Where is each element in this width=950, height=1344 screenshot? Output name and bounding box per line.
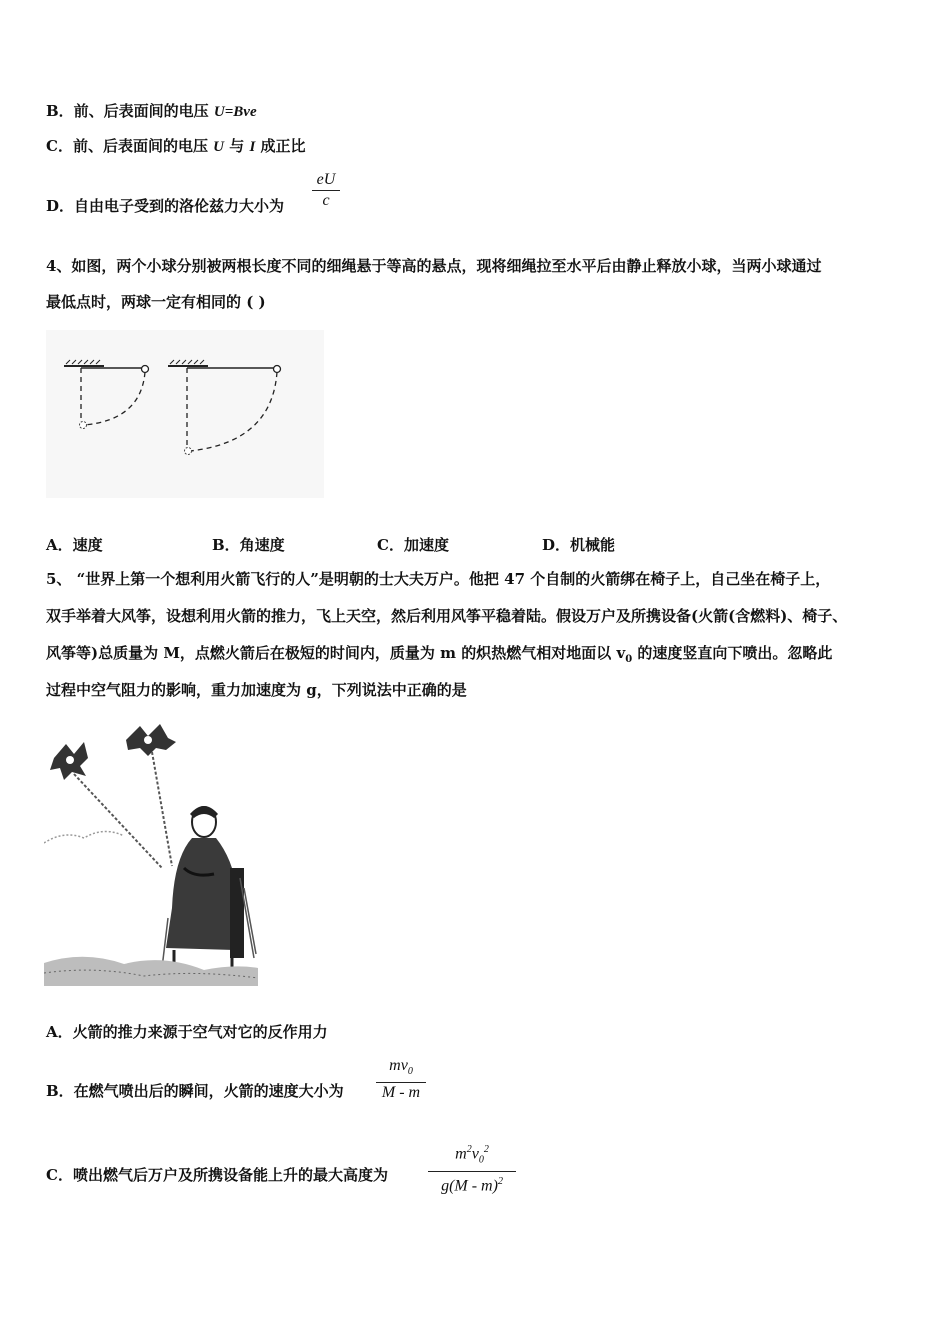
fraction-denominator: c (322, 192, 330, 209)
q5-option-c (46, 1165, 388, 1185)
figure-background (46, 330, 324, 498)
q5-option-b-text: B．在燃气喷出后的瞬间，火箭的速度大小为 (46, 1082, 344, 1100)
q5-stem-line-4: 过程中空气阻力的影响，重力加速度为 g，下列说法中正确的是 (46, 681, 467, 699)
q5-option-c-text: C．喷出燃气后万户及所携设备能上升的最大高度为 (46, 1166, 388, 1184)
numerator-mv: mv (389, 1057, 408, 1074)
q3-option-c-suffix: 成正比 (255, 137, 306, 155)
q3-option-b-formula: U=Bve (213, 104, 257, 120)
q4-option-d: D．机械能 (542, 536, 616, 554)
q3-option-c-var-i: I (249, 139, 256, 155)
right-kite-string (152, 752, 172, 866)
right-ball (274, 366, 281, 373)
q4-stem-line-2: 最低点时，两球一定有相同的 ( ) (46, 293, 266, 311)
numerator-v: v (471, 1145, 479, 1163)
q3-option-d-fraction (312, 170, 340, 211)
q4-stem-line-1: 4、如图，两个小球分别被两根长度不同的细绳悬于等高的悬点，现将细绳拉至水平后由静止释放小球，当两小球通过 (46, 257, 822, 275)
q3-option-c-var-u: U (213, 139, 225, 155)
figure-robe (166, 838, 238, 950)
right-kite (126, 724, 176, 756)
numerator-subscript: 0 (407, 1066, 413, 1078)
chair-back (230, 868, 244, 958)
q5-option-c-fraction (428, 1140, 516, 1196)
q5-stem-line-3b: 的速度竖直向下喷出。忽略此 (632, 644, 833, 662)
q4-option-c: C．加速度 (377, 536, 449, 554)
ground (44, 957, 258, 986)
q4-option-b: B．角速度 (212, 536, 285, 554)
right-ball-lowest (185, 448, 192, 455)
numerator-m-exponent: 2 (466, 1144, 472, 1155)
q3-option-b-prefix: B．前、后表面间的电压 (46, 102, 214, 120)
q3-option-b (46, 101, 257, 122)
distant-hills (44, 831, 124, 843)
q4-option-a: A．速度 (46, 536, 103, 554)
q5-stem-line-2: 双手举着大风筝，设想利用火箭的推力，飞上天空，然后利用风筝平稳着陆。假设万户及所携设备(火箭(含燃料)、椅子、 (46, 607, 848, 625)
q3-option-c-prefix: C．前、后表面间的电压 (46, 137, 214, 155)
fraction-numerator (428, 1140, 516, 1171)
q3-option-d (46, 196, 284, 216)
q5-stem-line-1: 5、 “世界上第一个想利用火箭飞行的人”是明朝的士大夫万户。他把 47 个自制的火箭绑在椅子上，自己坐在椅子上， (46, 570, 831, 588)
fraction-numerator (376, 1056, 426, 1082)
fraction-denominator: M - m (381, 1084, 421, 1102)
q3-option-c (46, 136, 306, 157)
q5-stem-line-3a: 风筝等)总质量为 M，点燃火箭后在极短的时间内，质量为 m 的炽热燃气相对地面以 v (46, 644, 626, 662)
left-kite-string (74, 774, 162, 868)
wan-hu-rocket-chair-illustration (44, 718, 258, 986)
pendulum-figure (46, 330, 324, 498)
q3-option-c-mid: 与 (224, 137, 250, 155)
fraction-denominator (428, 1172, 516, 1196)
numerator-v-exponent: 2 (483, 1144, 489, 1155)
q5-option-b (46, 1081, 344, 1101)
fraction-numerator: eU (316, 171, 336, 188)
q5-option-b-fraction (376, 1056, 426, 1103)
q3-option-d-text: D．自由电子受到的洛伦兹力大小为 (46, 197, 285, 215)
left-ball (142, 366, 149, 373)
numerator-v-subscript: 0 (478, 1154, 484, 1166)
denominator-exponent: 2 (497, 1175, 503, 1187)
denominator-expression: g(M - m) (441, 1176, 498, 1194)
q5-option-a: A．火箭的推力来源于空气对它的反作用力 (46, 1023, 328, 1041)
q5-stem-line-3-subscript: 0 (625, 654, 633, 665)
left-ball-lowest (80, 422, 87, 429)
numerator-m: m (455, 1145, 467, 1163)
q5-stem-line-3 (46, 643, 832, 670)
left-kite (50, 742, 88, 780)
